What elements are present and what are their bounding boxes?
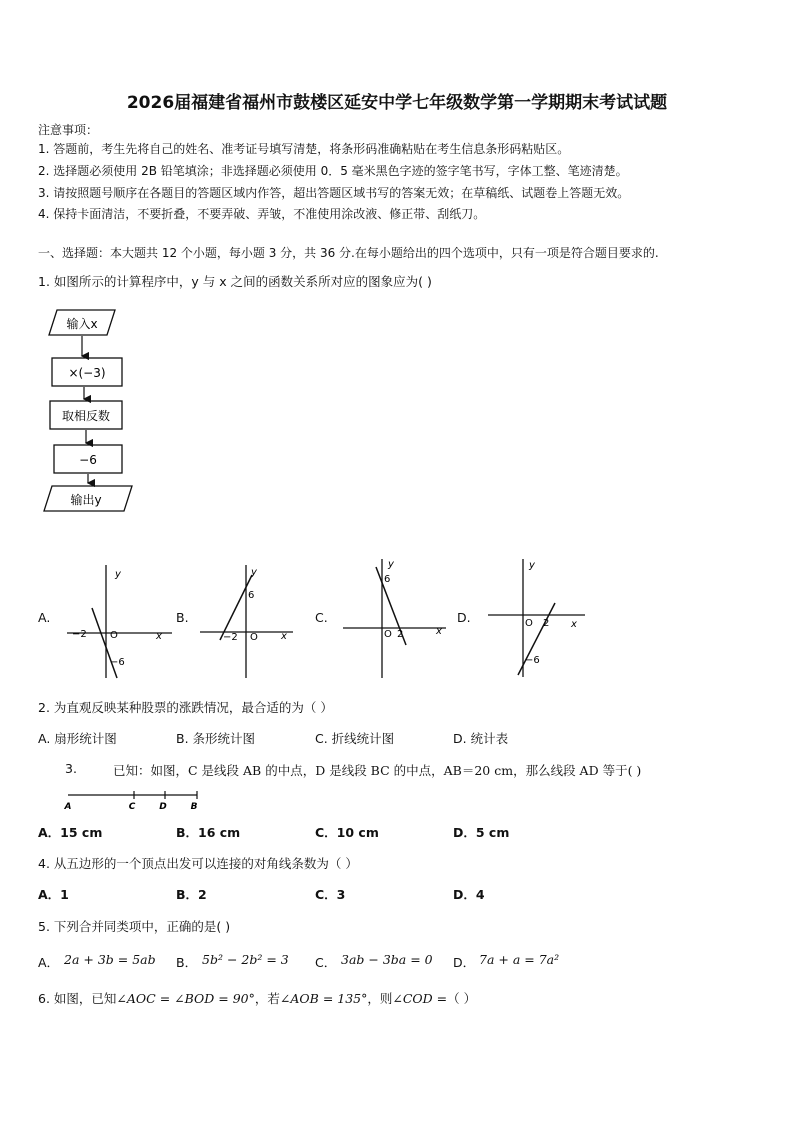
question-2-stem: 2. 为直观反映某种股票的涨跌情况，最合适的为（ ）: [38, 700, 333, 715]
question-5-stem: 5. 下列合并同类项中，正确的是( ): [38, 919, 231, 934]
x-intercept-label: 2: [543, 618, 550, 629]
y-axis-label: y: [251, 567, 257, 578]
point-label-d: D: [159, 802, 167, 812]
notice-item: 4. 保持卡面清洁，不要折叠，不要弄破、弄皱，不准使用涂改液、修正带、刮纸刀。: [38, 207, 486, 221]
option-a-expression: 2a + 3b = 5ab: [64, 952, 156, 967]
option-c: C．10 cm: [315, 825, 379, 840]
x-intercept-label: 2: [397, 629, 404, 640]
option-label-b: B．: [176, 955, 198, 970]
question-6-text: （ ）: [447, 991, 477, 1006]
page-title: 2026届福建省福州市鼓楼区延安中学七年级数学第一学期期末考试试题: [126, 93, 668, 113]
notice-item: 2. 选择题必须使用 2B 铅笔填涂；非选择题必须使用 0．5 毫米黑色字迹的签字笔书写，字体工整、笔迹清楚。: [38, 164, 628, 178]
flow-input-label: 输入x: [66, 317, 98, 331]
y-intercept-label: 6: [248, 590, 255, 601]
option-label-d: D．: [453, 955, 476, 970]
graph-option-c: [340, 555, 448, 680]
flow-step-label: −6: [79, 453, 97, 467]
option-label-b: B.: [176, 610, 189, 625]
option-a: A．1: [38, 887, 69, 902]
y-axis-label: y: [115, 569, 121, 580]
option-c-expression: 3ab − 3ba = 0: [341, 952, 433, 967]
option-label-c: C.: [315, 610, 328, 625]
question-6-text: ，若: [254, 991, 280, 1006]
option-b: B．16 cm: [176, 825, 241, 840]
graph-option-b: [195, 560, 295, 680]
option-d: D．5 cm: [453, 825, 510, 840]
option-a: A. 扇形统计图: [38, 731, 117, 746]
option-c: C. 折线统计图: [315, 731, 395, 746]
option-c: C．3: [315, 887, 346, 902]
x-axis-label: x: [156, 631, 162, 642]
question-3-stem: 已知：如图，C 是线段 AB 的中点，D 是线段 BC 的中点，AB＝20 cm，那么线段 AD 等于( ): [113, 763, 642, 778]
notice-heading: 注意事项：: [38, 123, 99, 137]
option-d: D. 统计表: [453, 731, 509, 746]
question-1-stem: 1. 如图所示的计算程序中，y 与 x 之间的函数关系所对应的图象应为( ): [38, 274, 432, 289]
option-label-d: D.: [457, 610, 471, 625]
graph-option-a: [62, 560, 177, 680]
x-intercept-label: −2: [72, 629, 87, 640]
question-4-stem: 4. 从五边形的一个顶点出发可以连接的对角线条数为（ ）: [38, 856, 358, 871]
y-axis-label: y: [388, 559, 394, 570]
origin-label: O: [110, 630, 118, 641]
question-3-number: 3.: [65, 761, 77, 776]
y-intercept-label: −6: [110, 657, 125, 668]
point-label-a: A: [64, 802, 72, 812]
origin-label: O: [384, 629, 392, 640]
question-6-stem: [38, 989, 476, 1007]
option-label-a: A．: [38, 955, 60, 970]
question-6-math: ∠AOC = ∠BOD = 90°: [116, 991, 255, 1006]
y-intercept-label: −6: [525, 655, 540, 666]
x-axis-label: x: [571, 619, 577, 630]
function-line: [220, 575, 255, 640]
flow-step-label: 取相反数: [61, 409, 111, 423]
question-6-math: ∠COD =: [392, 991, 448, 1006]
y-axis-label: y: [529, 560, 535, 571]
option-b: B. 条形统计图: [176, 731, 256, 746]
origin-label: O: [250, 632, 258, 643]
option-b: B．2: [176, 887, 207, 902]
section-heading: 一、选择题：本大题共 12 个小题，每小题 3 分，共 36 分.在每小题给出的四个选项中，只有一项是符合题目要求的.: [38, 246, 659, 260]
x-axis-label: x: [436, 626, 442, 637]
x-axis-label: x: [281, 631, 287, 642]
option-d: D．4: [453, 887, 485, 902]
graph-option-d: [485, 555, 590, 680]
flowchart: [40, 305, 150, 520]
question-6-math: ∠AOB = 135°: [279, 991, 368, 1006]
y-intercept-label: 6: [384, 574, 391, 585]
segment-diagram: [62, 790, 207, 812]
point-label-c: C: [128, 802, 136, 812]
option-a: A．15 cm: [38, 825, 103, 840]
question-6-text: ，则: [367, 991, 393, 1006]
question-6-text: 6. 如图，已知: [38, 991, 117, 1006]
x-intercept-label: −2: [223, 632, 238, 643]
option-b-expression: 5b² − 2b² = 3: [202, 952, 289, 967]
point-label-b: B: [190, 802, 198, 812]
flow-output-label: 输出y: [70, 493, 102, 507]
option-label-c: C．: [315, 955, 337, 970]
option-label-a: A.: [38, 610, 51, 625]
flow-step-label: ×(−3): [68, 366, 106, 380]
option-d-expression: 7a + a = 7a²: [479, 952, 560, 967]
origin-label: O: [525, 618, 533, 629]
notice-item: 1. 答题前，考生先将自己的姓名、准考证号填写清楚，将条形码准确粘贴在考生信息条形码粘贴区。: [38, 142, 570, 156]
notice-item: 3. 请按照题号顺序在各题目的答题区域内作答，超出答题区域书写的答案无效；在草稿纸、试题卷上答题无效。: [38, 186, 630, 200]
